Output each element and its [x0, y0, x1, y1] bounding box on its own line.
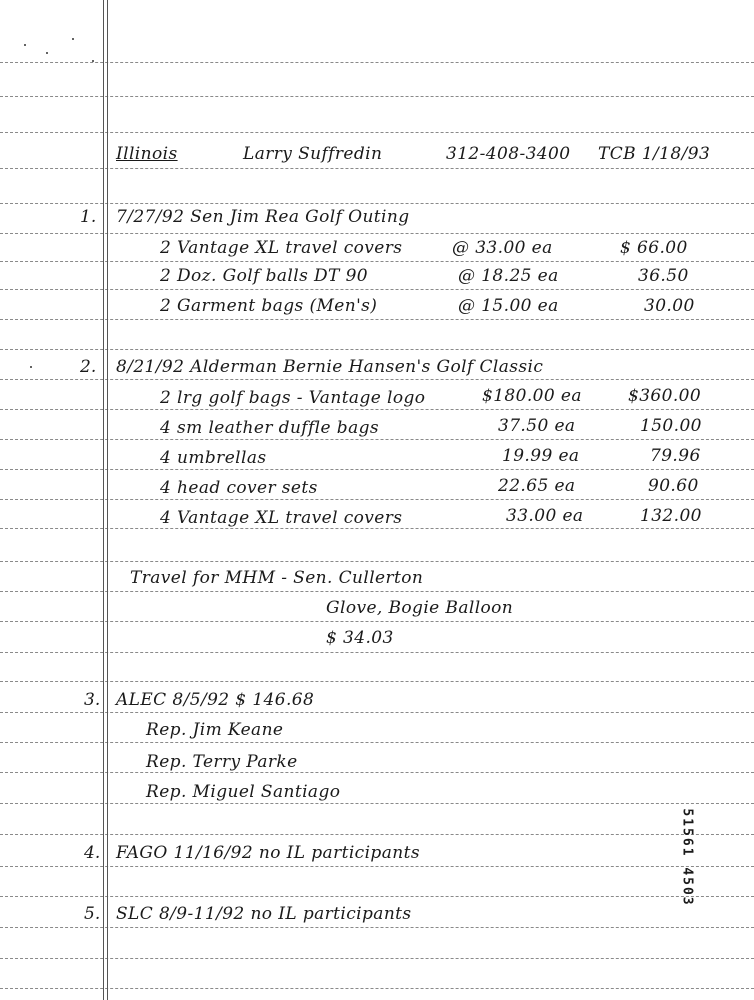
speck [72, 38, 74, 40]
margin-line [107, 0, 108, 1000]
ruled-line [0, 289, 754, 290]
ruled-line [0, 439, 754, 440]
entry-number: 5. [84, 904, 101, 924]
entry-heading: ALEC 8/5/92 $ 146.68 [116, 690, 315, 710]
line-item-desc: 2 lrg golf bags - Vantage logo [160, 388, 426, 408]
ruled-line [0, 499, 754, 500]
ruled-line [0, 233, 754, 234]
bates-stamp [672, 807, 702, 907]
line-item-desc: 4 umbrellas [160, 448, 267, 468]
ruled-line [0, 988, 754, 989]
entry-number: 2. [80, 357, 97, 377]
line-item-unit: 33.00 ea [506, 506, 584, 526]
speck [24, 44, 26, 46]
line-item-desc: 4 sm leather duffle bags [160, 418, 380, 438]
line-item-unit: @ 18.25 ea [458, 266, 559, 286]
ruled-line [0, 349, 754, 350]
entry-number: 4. [84, 843, 101, 863]
ruled-line [0, 168, 754, 169]
speck [92, 60, 94, 62]
ruled-line [0, 772, 754, 773]
ruled-line [0, 409, 754, 410]
line-item-unit: $180.00 ea [482, 386, 582, 406]
margin-line [103, 0, 104, 1000]
ruled-line [0, 62, 754, 63]
entry-number: 1. [80, 207, 97, 227]
entry-text: FAGO 11/16/92 no IL participants [116, 843, 420, 863]
entry-number: 3. [84, 690, 101, 710]
ruled-line [0, 896, 754, 897]
ruled-line [0, 261, 754, 262]
ruled-line [0, 319, 754, 320]
line-item-total: 90.60 [648, 476, 699, 496]
ruled-line [0, 712, 754, 713]
header-contact: Larry Suffredin [243, 144, 383, 164]
ruled-line [0, 379, 754, 380]
line-item-desc: 2 Doz. Golf balls DT 90 [160, 266, 369, 286]
ruled-line [0, 958, 754, 959]
ruled-line [0, 652, 754, 653]
ruled-line [0, 834, 754, 835]
line-item-total: 30.00 [644, 296, 695, 316]
header-initials-date: TCB 1/18/93 [598, 144, 711, 164]
line-item-total: 132.00 [640, 506, 702, 526]
line-item-unit: @ 33.00 ea [452, 238, 553, 258]
line-item-unit: 22.65 ea [498, 476, 576, 496]
line-item-total: 36.50 [638, 266, 689, 286]
ruled-line [0, 681, 754, 682]
speck [46, 52, 48, 54]
line-item-unit: 37.50 ea [498, 416, 576, 436]
ruled-line [0, 803, 754, 804]
line-item-total: $ 66.00 [620, 238, 688, 258]
speck [30, 366, 32, 368]
line-item-total: 150.00 [640, 416, 702, 436]
line-item-desc: 2 Vantage XL travel covers [160, 238, 403, 258]
ruled-line [0, 742, 754, 743]
travel-items: Glove, Bogie Balloon [326, 598, 514, 618]
rep-name: Rep. Jim Keane [146, 720, 284, 740]
line-item-unit: @ 15.00 ea [458, 296, 559, 316]
line-item-total: 79.96 [650, 446, 701, 466]
rep-name: Rep. Terry Parke [146, 752, 298, 772]
header-state: Illinois [116, 144, 178, 164]
entry-heading: 7/27/92 Sen Jim Rea Golf Outing [116, 207, 410, 227]
rep-name: Rep. Miguel Santiago [146, 782, 341, 802]
ruled-line [0, 621, 754, 622]
ruled-line [0, 469, 754, 470]
ruled-line [0, 96, 754, 97]
ruled-line [0, 132, 754, 133]
line-item-desc: 4 head cover sets [160, 478, 318, 498]
travel-note: Travel for MHM - Sen. Cullerton [130, 568, 424, 588]
entry-text: SLC 8/9-11/92 no IL participants [116, 904, 412, 924]
header-phone: 312-408-3400 [446, 144, 571, 164]
bates-number: 51561 4503 [679, 807, 695, 907]
ruled-line [0, 591, 754, 592]
ruled-line [0, 203, 754, 204]
line-item-unit: 19.99 ea [502, 446, 580, 466]
line-item-desc: 2 Garment bags (Men's) [160, 296, 378, 316]
line-item-total: $360.00 [628, 386, 702, 406]
entry-heading: 8/21/92 Alderman Bernie Hansen's Golf Classic [116, 357, 544, 377]
ruled-line [0, 561, 754, 562]
ruled-line [0, 528, 754, 529]
ruled-line [0, 927, 754, 928]
ruled-line [0, 866, 754, 867]
travel-amount: $ 34.03 [326, 628, 394, 648]
line-item-desc: 4 Vantage XL travel covers [160, 508, 403, 528]
